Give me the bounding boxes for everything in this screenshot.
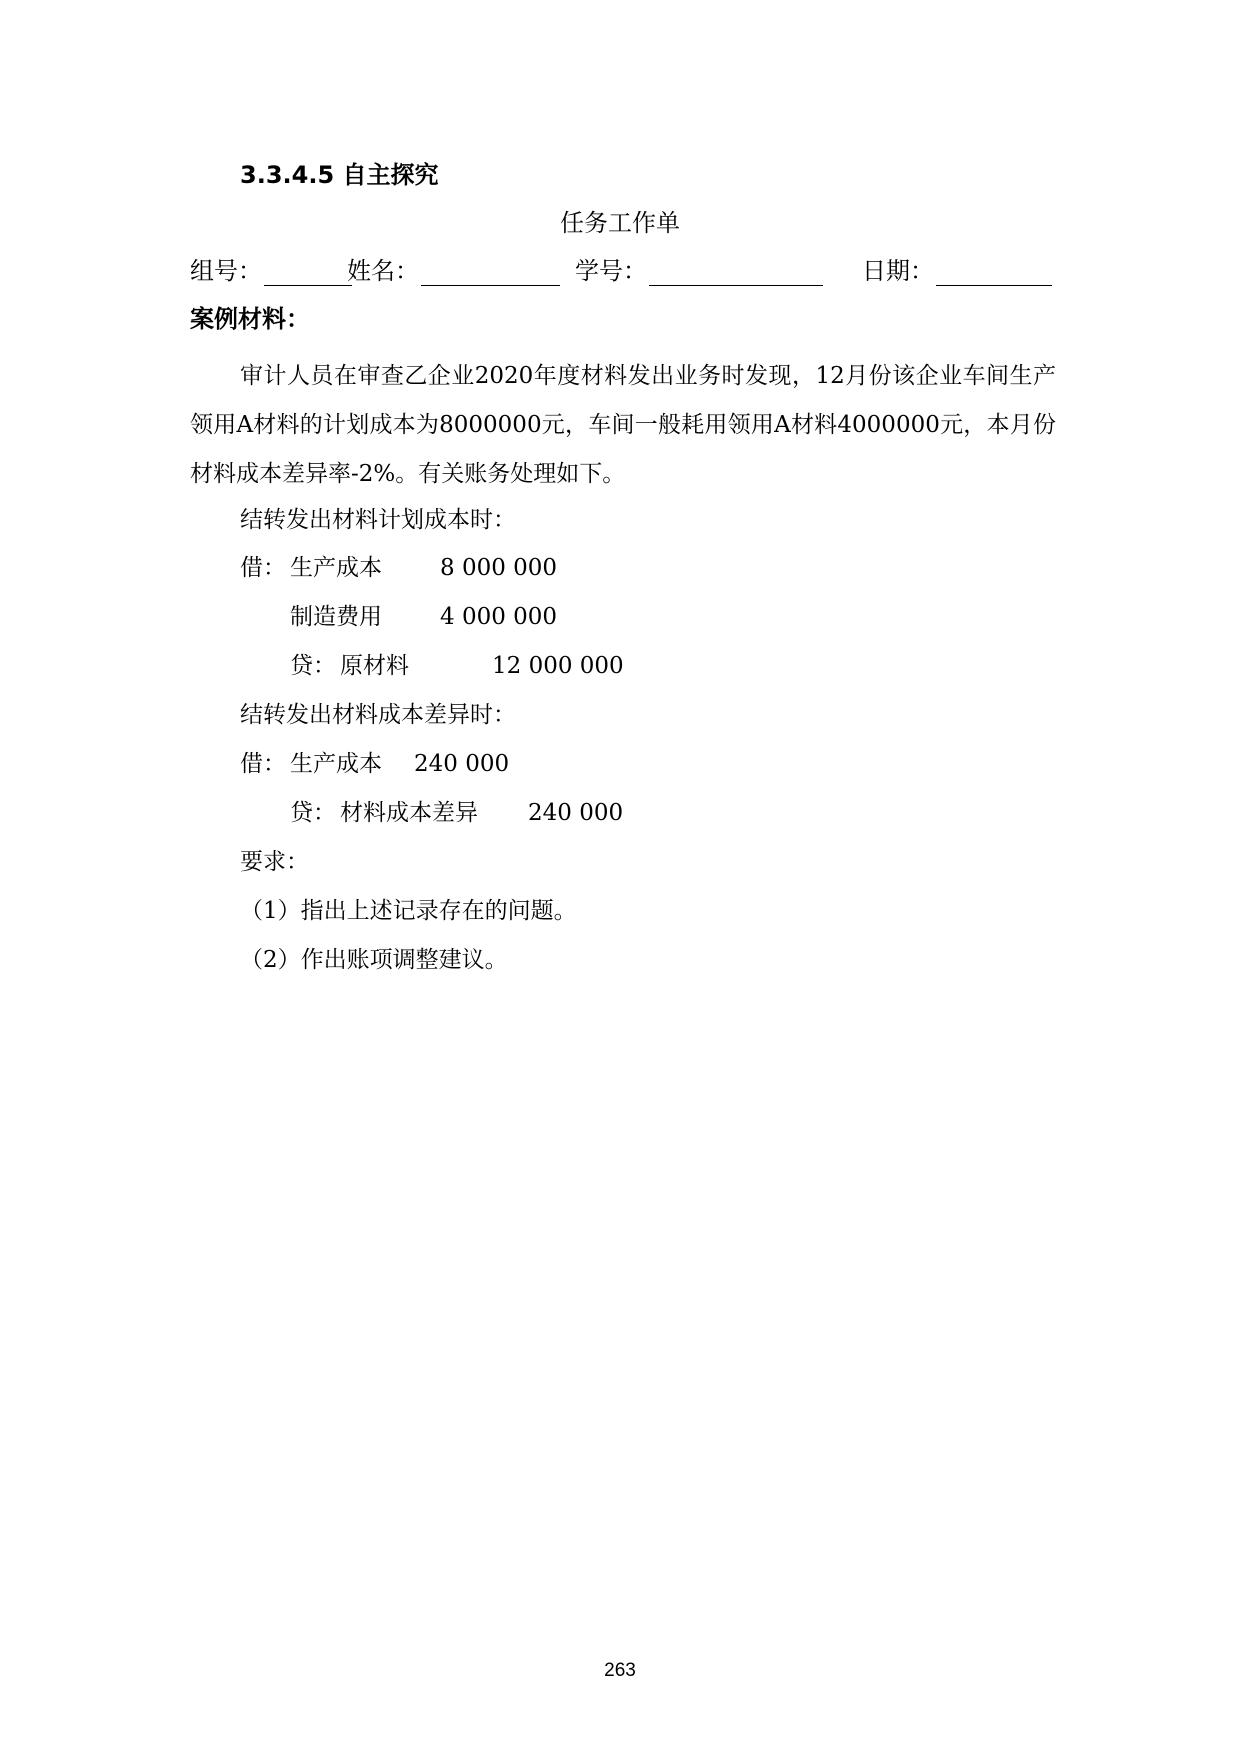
case-material-paragraph: 审计人员在审查乙企业2020年度材料发出业务时发现，12月份该企业车间生产领用A材料的计划成本为8000000元，车间一般耗用领用A材料4000000元，本月份材料成本差异率-2%。有关账务处理如下。 — [190, 363, 1056, 487]
plan-cost-credit-prefix: 贷： — [290, 653, 336, 679]
requirement-item-1: （1）指出上述记录存在的问题。 — [240, 898, 577, 924]
student-id-blank[interactable] — [649, 254, 823, 286]
plan-cost-credit-account: 原材料 — [340, 653, 409, 679]
worksheet-info-row — [190, 254, 1056, 294]
plan-cost-debit2-account: 制造费用 — [290, 604, 382, 630]
page-number: 263 — [604, 1660, 636, 1681]
variance-credit-account: 材料成本差异 — [340, 800, 478, 826]
date-blank[interactable] — [936, 254, 1052, 286]
student-id-field — [575, 254, 823, 288]
plan-cost-credit-amount: 12 000 000 — [492, 653, 624, 679]
group-number-field — [190, 254, 352, 288]
student-id-label: 学号： — [575, 257, 647, 285]
variance-debit-prefix: 借： — [240, 751, 286, 777]
plan-cost-debit2-amount: 4 000 000 — [440, 604, 558, 630]
variance-debit-amount: 240 000 — [414, 751, 510, 777]
date-field — [862, 254, 1052, 288]
plan-cost-debit1-amount: 8 000 000 — [440, 555, 558, 581]
plan-cost-entry-title: 结转发出材料计划成本时： — [240, 507, 516, 533]
variance-entry-title: 结转发出材料成本差异时： — [240, 702, 516, 728]
name-field — [347, 254, 560, 288]
name-label: 姓名： — [347, 257, 419, 285]
plan-cost-debit1-account: 生产成本 — [290, 555, 382, 581]
requirements-title: 要求： — [240, 849, 309, 875]
group-number-label: 组号： — [190, 257, 262, 285]
name-blank[interactable] — [421, 254, 560, 286]
plan-cost-debit-prefix: 借： — [240, 555, 286, 581]
section-heading: 3.3.4.5 自主探究 — [240, 161, 439, 189]
variance-credit-prefix: 贷： — [290, 800, 336, 826]
variance-debit-account: 生产成本 — [290, 751, 382, 777]
worksheet-title: 任务工作单 — [560, 209, 680, 237]
date-label: 日期： — [862, 257, 934, 285]
variance-credit-amount: 240 000 — [528, 800, 624, 826]
requirement-item-2: （2）作出账项调整建议。 — [240, 947, 508, 973]
group-number-blank[interactable] — [264, 254, 352, 286]
case-material-label: 案例材料： — [190, 305, 310, 333]
